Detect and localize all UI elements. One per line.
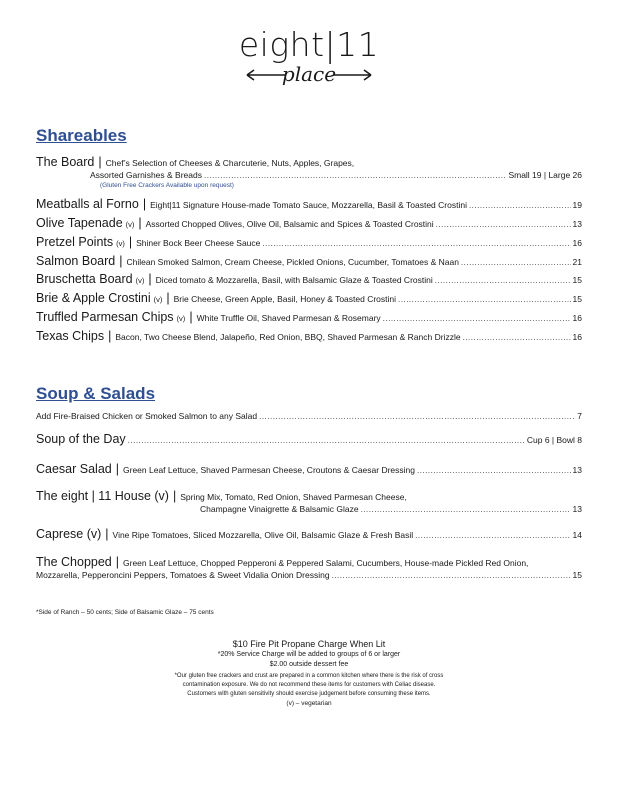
vegetarian-mark: (v) bbox=[153, 295, 163, 304]
separator: | bbox=[172, 489, 177, 503]
item-description: Shiner Bock Beer Cheese Sauce bbox=[136, 238, 261, 248]
leader-dots bbox=[417, 466, 571, 475]
leader-dots bbox=[415, 531, 570, 540]
leader-dots bbox=[463, 333, 571, 342]
leader-dots bbox=[461, 258, 571, 267]
logo-text: eight|11 bbox=[238, 25, 380, 64]
vegetarian-mark: (v) bbox=[135, 276, 145, 285]
item-name: Caesar Salad bbox=[36, 462, 112, 476]
item-description: Assorted Chopped Olives, Olive Oil, Balsamic and Spices & Toasted Crostini bbox=[145, 219, 434, 229]
item-description: Diced tomato & Mozzarella, Basil, with Balsamic Glaze & Toasted Crostini bbox=[155, 275, 433, 285]
separator: | bbox=[98, 155, 102, 169]
item-name: Pretzel Points bbox=[36, 235, 114, 249]
menu-item-the-chopped bbox=[36, 555, 582, 569]
menu-item-caesar-salad bbox=[36, 462, 582, 476]
item-price: 14 bbox=[572, 530, 582, 540]
item-price: 15 bbox=[572, 570, 582, 580]
item-name: The Board bbox=[36, 155, 95, 169]
item-price: Cup 6 | Bowl 8 bbox=[526, 435, 582, 445]
leader-dots bbox=[383, 314, 571, 323]
leader-dots bbox=[361, 505, 571, 514]
menu-item-brie-apple-crostini bbox=[36, 291, 582, 305]
item-price: 21 bbox=[572, 257, 582, 267]
menu-item-house-salad bbox=[36, 489, 582, 503]
item-name: Olive Tapenade bbox=[36, 216, 123, 230]
leader-dots bbox=[128, 436, 525, 445]
item-description: Green Leaf Lettuce, Chopped Pepperoni & Peppered Salami, Cucumbers, House-made Pickled Red Onion, bbox=[123, 558, 529, 568]
separator: | bbox=[189, 310, 193, 324]
item-price: 13 bbox=[572, 465, 582, 475]
item-name: The eight | 11 House (v) bbox=[36, 489, 169, 503]
item-description: Eight|11 Signature House-made Tomato Sauce, Mozzarella, Basil & Toasted Crostini bbox=[150, 200, 467, 210]
item-description-cont: Champagne Vinaigrette & Balsamic Glaze bbox=[200, 504, 359, 514]
separator: | bbox=[108, 329, 112, 343]
addon-description: Add Fire-Braised Chicken or Smoked Salmon to any Salad bbox=[36, 411, 258, 421]
item-description: Chef’s Selection of Cheeses & Charcuterie, Nuts, Apples, Grapes, bbox=[105, 158, 355, 168]
vegetarian-mark: (v) bbox=[176, 314, 186, 323]
salad-addon bbox=[36, 411, 582, 421]
item-name: Soup of the Day bbox=[36, 432, 126, 446]
fire-pit-charge: $10 Fire Pit Propane Charge When Lit bbox=[232, 639, 386, 649]
menu-item-the-board bbox=[36, 155, 582, 169]
vegetarian-mark: (v) bbox=[125, 220, 135, 229]
separator: | bbox=[166, 291, 170, 305]
item-description: Spring Mix, Tomato, Red Onion, Shaved Parmesan Cheese, bbox=[180, 492, 407, 502]
menu-item-pretzel-points bbox=[36, 235, 582, 249]
item-name: Texas Chips bbox=[36, 329, 105, 343]
item-name: Bruschetta Board bbox=[36, 272, 133, 286]
leader-dots bbox=[259, 412, 575, 421]
menu-item-bruschetta-board bbox=[36, 272, 582, 286]
item-name: Caprese (v) bbox=[36, 527, 102, 541]
section-title-soup-salads: Soup & Salads bbox=[36, 384, 156, 403]
item-price: 16 bbox=[572, 238, 582, 248]
gluten-free-disclaimer-3: Customers with gluten sensitivity should exercise judgement before consuming these items. bbox=[187, 691, 431, 697]
item-description-cont: Assorted Garnishes & Breads bbox=[90, 170, 202, 180]
item-price: 19 bbox=[572, 200, 582, 210]
menu-item-meatballs bbox=[36, 197, 582, 211]
item-price: Small 19 | Large 26 bbox=[508, 170, 582, 180]
gluten-free-disclaimer-1: *Our gluten free crackers and crust are prepared in a common kitchen where there is the risk of cross bbox=[174, 673, 444, 679]
separator: | bbox=[105, 527, 109, 541]
vegetarian-mark: (v) bbox=[116, 239, 125, 248]
service-charge-note: *20% Service Charge will be added to groups of 6 or larger bbox=[217, 651, 401, 658]
dessert-fee-note: $2.00 outside dessert fee bbox=[269, 661, 349, 668]
menu-item-texas-chips bbox=[36, 329, 582, 343]
vegetarian-legend: (v) – vegetarian bbox=[286, 700, 332, 707]
separator: | bbox=[119, 254, 123, 268]
item-price: 16 bbox=[572, 332, 582, 342]
gluten-free-note: (Gluten Free Crackers Available upon request) bbox=[100, 182, 234, 189]
item-name: Brie & Apple Crostini bbox=[36, 291, 151, 305]
leader-dots bbox=[332, 571, 571, 580]
leader-dots bbox=[398, 295, 571, 304]
leader-dots bbox=[469, 201, 571, 210]
item-name: Salmon Board bbox=[36, 254, 116, 268]
separator: | bbox=[128, 235, 133, 249]
leader-dots bbox=[262, 239, 570, 248]
item-description: Brie Cheese, Green Apple, Basil, Honey & Toasted Crostini bbox=[173, 294, 397, 304]
separator: | bbox=[148, 272, 152, 286]
separator: | bbox=[115, 555, 120, 569]
addon-price: 7 bbox=[577, 411, 582, 421]
leader-dots bbox=[204, 171, 506, 180]
menu-item-truffled-parmesan-chips bbox=[36, 310, 582, 324]
logo-script: place bbox=[281, 62, 337, 86]
item-price: 16 bbox=[572, 313, 582, 323]
logo-script-row bbox=[209, 62, 409, 88]
separator: | bbox=[115, 462, 119, 476]
restaurant-logo bbox=[0, 25, 618, 88]
item-description: Vine Ripe Tomatoes, Sliced Mozzarella, Olive Oil, Balsamic Glaze & Fresh Basil bbox=[112, 530, 414, 540]
leader-dots bbox=[435, 276, 571, 285]
menu-item-caprese bbox=[36, 527, 582, 541]
menu-item-soup-of-the-day bbox=[36, 432, 582, 446]
item-description: Chilean Smoked Salmon, Cream Cheese, Pickled Onions, Cucumber, Tomatoes & Naan bbox=[126, 257, 459, 267]
item-name: Truffled Parmesan Chips bbox=[36, 310, 174, 324]
item-price: 15 bbox=[572, 275, 582, 285]
section-title-shareables: Shareables bbox=[36, 126, 127, 145]
item-description: Green Leaf Lettuce, Shaved Parmesan Cheese, Croutons & Caesar Dressing bbox=[123, 465, 415, 475]
item-price: 13 bbox=[572, 219, 582, 229]
item-description: White Truffle Oil, Shaved Parmesan & Rosemary bbox=[196, 313, 381, 323]
item-description: Bacon, Two Cheese Blend, Jalapeño, Red Onion, BBQ, Shaved Parmesan & Ranch Drizzle bbox=[115, 332, 461, 342]
item-description-cont: Mozzarella, Pepperoncini Peppers, Tomatoes & Sweet Vidalia Onion Dressing bbox=[36, 570, 330, 580]
item-price: 13 bbox=[572, 504, 582, 514]
item-name: The Chopped bbox=[36, 555, 112, 569]
menu-item-the-board-line2 bbox=[90, 170, 582, 180]
separator: | bbox=[138, 216, 142, 230]
gluten-free-disclaimer-2: contamination exposure. We do not recommend these items for customers with Celiac disease. bbox=[182, 682, 436, 688]
menu-item-salmon-board bbox=[36, 254, 582, 268]
item-price: 15 bbox=[572, 294, 582, 304]
separator: | bbox=[142, 197, 147, 211]
item-name: Meatballs al Forno bbox=[36, 197, 139, 211]
menu-item-house-salad-line2 bbox=[200, 504, 582, 514]
sides-note: *Side of Ranch – 50 cents; Side of Balsamic Glaze – 75 cents bbox=[36, 609, 214, 616]
menu-item-olive-tapenade bbox=[36, 216, 582, 230]
leader-dots bbox=[436, 220, 571, 229]
menu-item-the-chopped-line2 bbox=[36, 570, 582, 580]
